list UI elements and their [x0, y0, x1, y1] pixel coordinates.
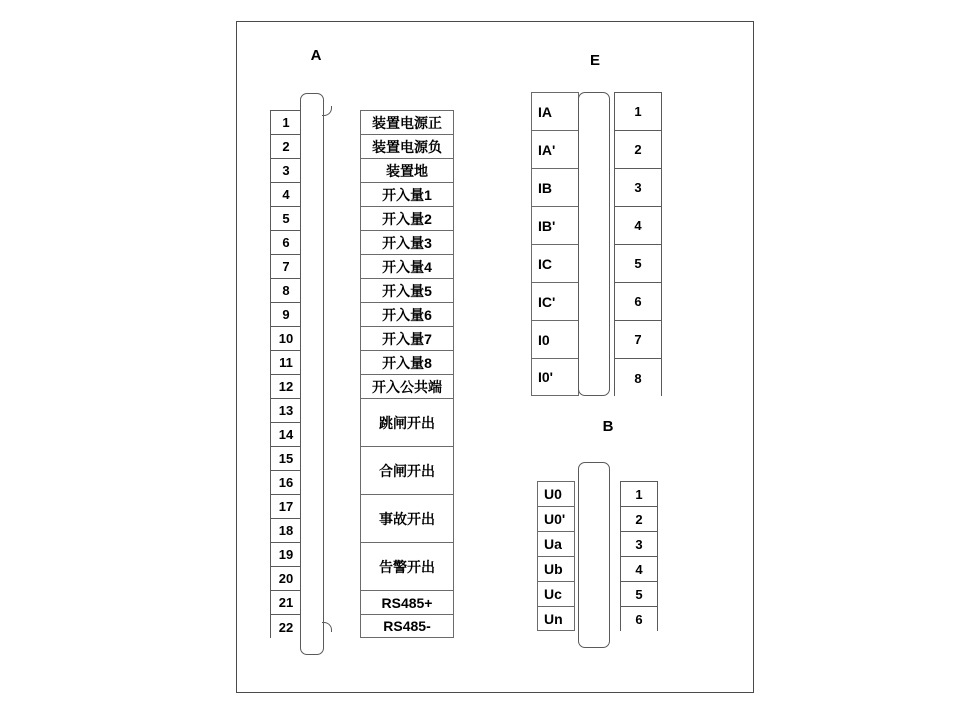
group-e-signal-8: I0': [531, 358, 579, 396]
terminal-e-7: 7: [615, 321, 661, 359]
terminal-e-1: 1: [615, 93, 661, 131]
group-a-label-10: 开入量7: [360, 326, 454, 350]
group-b-signal-4: Ub: [537, 556, 575, 581]
group-a-label-2: 装置电源负: [360, 134, 454, 158]
group-e-signal-1: IA: [531, 92, 579, 130]
group-b-signal-1: U0: [537, 481, 575, 506]
terminal-a-19: 19: [271, 543, 301, 567]
group-a-label-14: 合闸开出: [360, 446, 454, 494]
terminal-e-4: 4: [615, 207, 661, 245]
group-a-label-1: 装置电源正: [360, 110, 454, 134]
group-b-signal-3: Ua: [537, 531, 575, 556]
terminal-a-13: 13: [271, 399, 301, 423]
terminal-e-5: 5: [615, 245, 661, 283]
group-a-terminal-numbers: [270, 110, 302, 638]
terminal-e-2: 2: [615, 131, 661, 169]
group-a-label-12: 开入公共端: [360, 374, 454, 398]
group-a-connector: [300, 93, 324, 655]
terminal-a-6: 6: [271, 231, 301, 255]
group-a-label-11: 开入量8: [360, 350, 454, 374]
group-e-signal-3: IB: [531, 168, 579, 206]
group-a-label-9: 开入量6: [360, 302, 454, 326]
terminal-a-18: 18: [271, 519, 301, 543]
terminal-a-10: 10: [271, 327, 301, 351]
group-title-a: A: [310, 47, 322, 64]
group-title-b: B: [602, 418, 614, 435]
group-b-connector: [578, 462, 610, 648]
group-title-e: E: [589, 52, 600, 69]
group-a-label-16: 告警开出: [360, 542, 454, 590]
terminal-b-1: 1: [621, 482, 657, 507]
terminal-e-8: 8: [615, 359, 661, 397]
terminal-a-14: 14: [271, 423, 301, 447]
group-a-labels: [360, 110, 454, 638]
terminal-a-15: 15: [271, 447, 301, 471]
terminal-b-4: 4: [621, 557, 657, 582]
group-a-label-3: 装置地: [360, 158, 454, 182]
terminal-a-2: 2: [271, 135, 301, 159]
group-e-signal-5: IC: [531, 244, 579, 282]
terminal-a-8: 8: [271, 279, 301, 303]
group-e-terminal-numbers: [614, 92, 662, 396]
group-a-label-13: 跳闸开出: [360, 398, 454, 446]
group-a-label-8: 开入量5: [360, 278, 454, 302]
group-a-label-7: 开入量4: [360, 254, 454, 278]
terminal-a-21: 21: [271, 591, 301, 615]
terminal-a-9: 9: [271, 303, 301, 327]
terminal-e-3: 3: [615, 169, 661, 207]
group-e-connector: [578, 92, 610, 396]
group-a-label-4: 开入量1: [360, 182, 454, 206]
terminal-a-17: 17: [271, 495, 301, 519]
group-e-signals: [531, 92, 579, 396]
group-a-label-6: 开入量3: [360, 230, 454, 254]
group-b-terminal-numbers: [620, 481, 658, 631]
terminal-a-11: 11: [271, 351, 301, 375]
terminal-b-3: 3: [621, 532, 657, 557]
terminal-b-2: 2: [621, 507, 657, 532]
terminal-b-6: 6: [621, 607, 657, 632]
terminal-a-5: 5: [271, 207, 301, 231]
group-a-label-15: 事故开出: [360, 494, 454, 542]
group-a-label-18: RS485-: [360, 614, 454, 638]
terminal-a-4: 4: [271, 183, 301, 207]
group-e-signal-4: IB': [531, 206, 579, 244]
terminal-a-3: 3: [271, 159, 301, 183]
group-b-signals: [537, 481, 575, 631]
terminal-a-1: 1: [271, 111, 301, 135]
group-b-signal-5: Uc: [537, 581, 575, 606]
terminal-a-22: 22: [271, 615, 301, 639]
group-b-signal-2: U0': [537, 506, 575, 531]
group-e-signal-6: IC': [531, 282, 579, 320]
terminal-a-12: 12: [271, 375, 301, 399]
group-a-label-5: 开入量2: [360, 206, 454, 230]
group-b-signal-6: Un: [537, 606, 575, 631]
terminal-a-20: 20: [271, 567, 301, 591]
terminal-a-7: 7: [271, 255, 301, 279]
group-e-signal-2: IA': [531, 130, 579, 168]
terminal-b-5: 5: [621, 582, 657, 607]
terminal-e-6: 6: [615, 283, 661, 321]
terminal-a-16: 16: [271, 471, 301, 495]
group-e-signal-7: I0: [531, 320, 579, 358]
group-a-label-17: RS485+: [360, 590, 454, 614]
